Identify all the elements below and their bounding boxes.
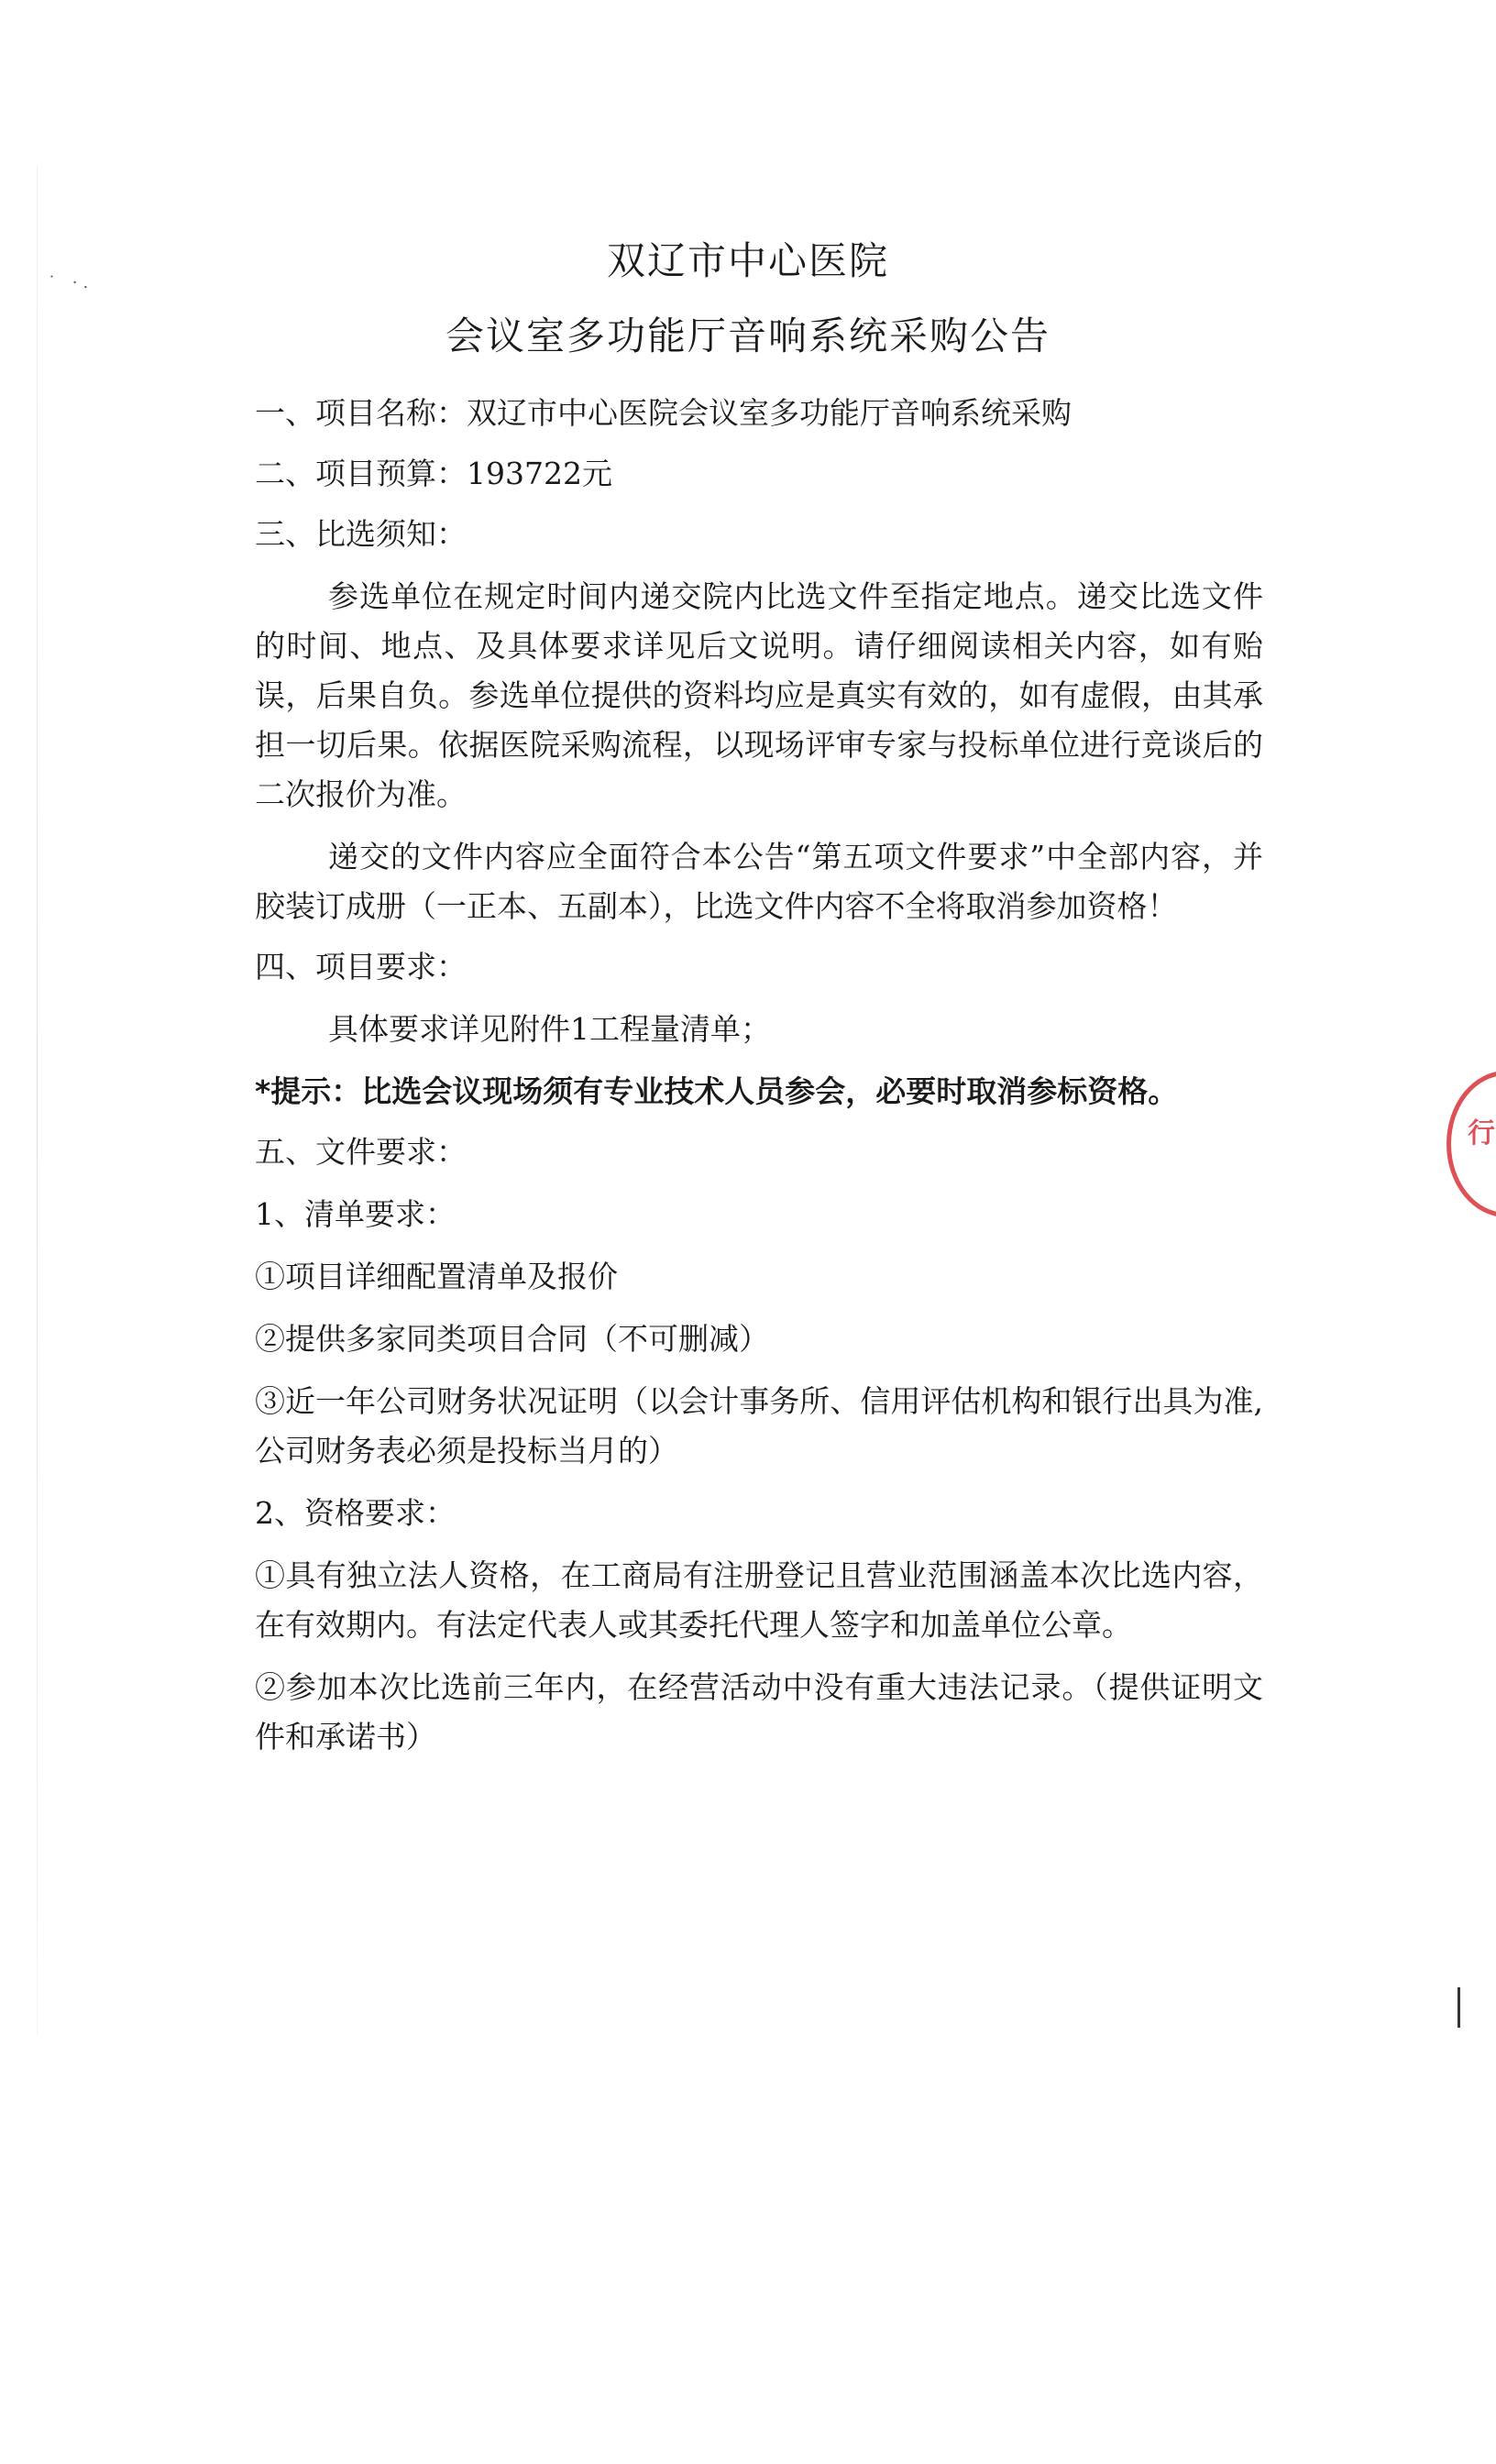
scan-speckle: ˙ ·. <box>48 273 94 292</box>
list-requirements-heading: 1、清单要求： <box>255 1196 456 1232</box>
tip-text: *提示：比选会议现场须有专业技术人员参会，必要时取消参标资格。 <box>255 1073 1179 1109</box>
list-item-contracts: ②提供多家同类项目合同（不可删减） <box>255 1321 769 1357</box>
section-selection-notice: 三、比选须知： <box>255 516 467 552</box>
list-item-finance: ③近一年公司财务状况证明（以会计事务所、信用评估机构和银行出具为准,公司财务表必须是投标当月的） <box>255 1383 1263 1468</box>
document-title-line2: 会议室多功能厅音响系统采购公告 <box>445 314 1050 358</box>
document-title-line1: 双辽市中心医院 <box>606 238 889 283</box>
qualification-item-record: ②参加本次比选前三年内，在经营活动中没有重大违法记录。（提供证明文件和承诺书） <box>255 1669 1263 1754</box>
qualification-item-legal: ①具有独立法人资格，在工商局有注册登记且营业范围涵盖本次比选内容，在有效期内。有法定代表人或其委托代理人签字和加盖单位公章。 <box>255 1557 1263 1643</box>
section-document-requirements: 五、文件要求： <box>255 1134 467 1170</box>
notice-paragraph-2: 递交的文件内容应全面符合本公告“第五项文件要求”中全部内容，并胶装订成册（一正本、五副本），比选文件内容不全将取消参加资格！ <box>255 839 1263 924</box>
notice-paragraph-1: 参选单位在规定时间内递交院内比选文件至指定地点。递交比选文件的时间、地点、及具体要求详见后文说明。请仔细阅读相关内容，如有贻误，后果自负。参选单位提供的资料均应是真实有效的，如有虚假，由其承担一切后果。依据医院采购流程，以现场评审专家与投标单位进行竞谈后的二次报价为准。 <box>255 578 1263 812</box>
document-body <box>255 378 1263 1762</box>
scan-mark <box>1458 1987 1460 2028</box>
scan-edge <box>37 165 38 2035</box>
qualification-heading: 2、资格要求： <box>255 1495 456 1531</box>
red-seal-stamp <box>1446 1071 1496 1217</box>
requirements-text: 具体要求详见附件1工程量清单； <box>328 1011 771 1047</box>
section-project-budget: 二、项目预算：193722元 <box>255 456 612 491</box>
stamp-text: 行 <box>1468 1117 1495 1150</box>
section-project-name: 一、项目名称：双辽市中心医院会议室多功能厅音响系统采购 <box>255 395 1072 431</box>
section-project-requirements: 四、项目要求： <box>255 949 467 984</box>
list-item-config: ①项目详细配置清单及报价 <box>255 1259 618 1294</box>
